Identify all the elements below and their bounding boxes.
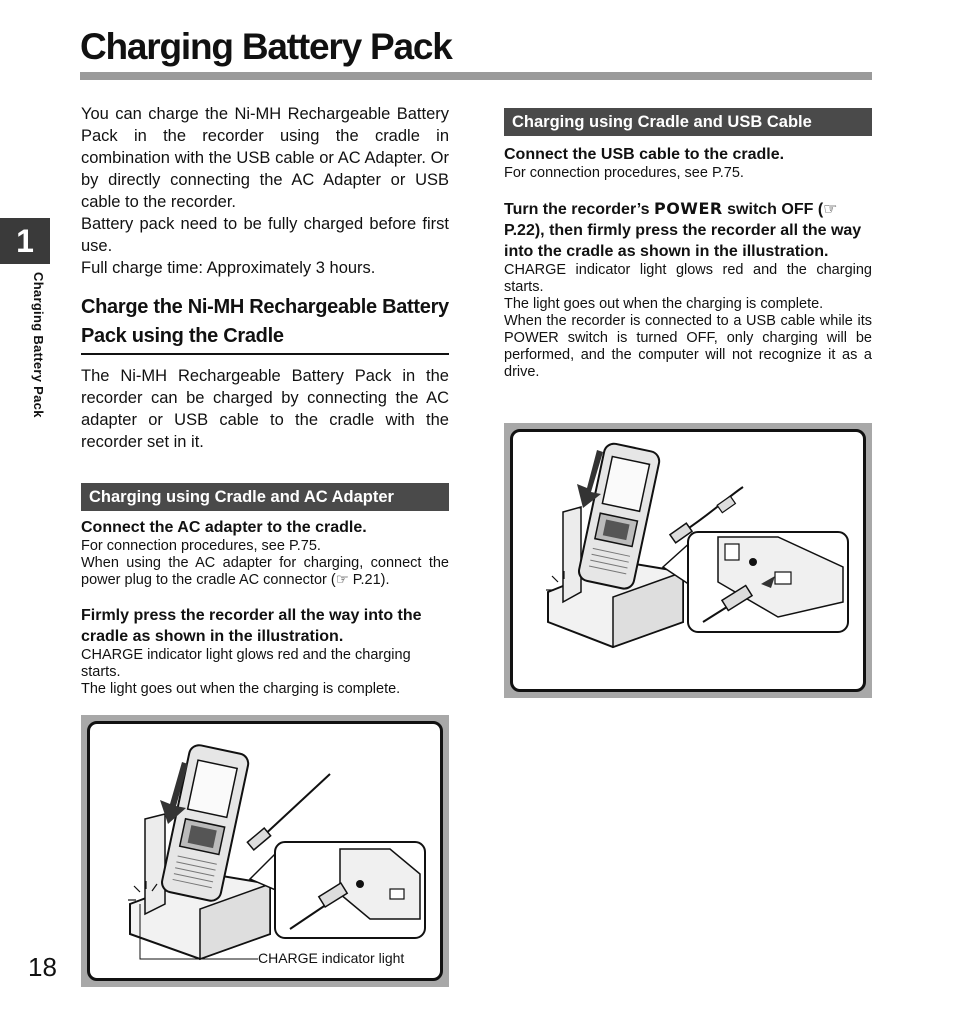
ac-step2-note: CHARGE indicator light glows red and the charging starts. — [81, 647, 411, 680]
title-rule — [80, 72, 872, 80]
ac-step2-heading: Firmly press the recorder all the way into the cradle as shown in the illustration. — [81, 607, 422, 645]
ac-steps — [81, 517, 449, 698]
usb-step2-heading-post: switch OFF (☞ P.22), then firmly press the recorder all the way into the cradle as shown in the illustration. — [504, 201, 862, 260]
ac-figure-frame — [87, 721, 443, 981]
usb-step1-heading: Connect the USB cable to the cradle. — [504, 146, 785, 163]
intro-paragraph: You can charge the Ni-MH Rechargeable Battery Pack in the recorder using the cradle in combination with the USB cable or AC Adapter. Or by directly connecting the AC Adapter or USB cable to the recorder. — [81, 105, 449, 211]
section-body — [81, 365, 449, 453]
usb-figure-frame — [510, 429, 866, 692]
page-title: Charging Battery Pack — [80, 26, 452, 67]
section-paragraph: The Ni-MH Rechargeable Battery Pack in the recorder can be charged by connecting the AC adapter or USB cable to the cradle with the recorder set in it. — [81, 367, 449, 451]
intro-charge-time: Full charge time: Approximately 3 hours. — [81, 259, 376, 277]
page-number: 18 — [28, 952, 57, 982]
section-heading: Charge the Ni-MH Rechargeable Battery Pack using the Cradle — [81, 293, 449, 355]
usb-steps — [504, 144, 872, 381]
ac-step1-heading: Connect the AC adapter to the cradle. — [81, 519, 367, 536]
ac-step1-note: For connection procedures, see P.75. — [81, 538, 321, 554]
intro-paragraph-2: Battery pack need to be fully charged before first use. — [81, 215, 449, 255]
ac-figure — [81, 715, 449, 987]
usb-step2-heading-pre: Turn the recorder’s — [504, 201, 654, 218]
power-label: POWER — [653, 199, 723, 218]
usb-step2-note: CHARGE indicator light glows red and the charging starts. — [504, 262, 872, 295]
charge-indicator-callout: CHARGE indicator light — [258, 950, 405, 966]
ac-cradle-illustration — [90, 724, 440, 978]
usb-step2-note-3: When the recorder is connected to a USB cable while its POWER switch is turned OFF, only charging will be performed, and the computer will not recognize it as a drive. — [504, 313, 872, 380]
cradle-back — [145, 814, 165, 914]
ac-step2-note-2: The light goes out when the charging is complete. — [81, 681, 401, 697]
usb-cradle-illustration — [513, 432, 863, 689]
usb-step2-note-2: The light goes out when the charging is complete. — [504, 296, 824, 312]
usb-step1-note: For connection procedures, see P.75. — [504, 165, 744, 181]
chapter-side-label: Charging Battery Pack — [31, 272, 46, 418]
chapter-tab: 1 — [0, 218, 50, 264]
cradle-back — [563, 507, 581, 602]
usb-step2-heading — [504, 198, 872, 262]
usb-figure — [504, 423, 872, 698]
usb-cable-band: Charging using Cradle and USB Cable — [504, 108, 872, 136]
ac-adapter-band: Charging using Cradle and AC Adapter — [81, 483, 449, 511]
ac-step1-note-2: When using the AC adapter for charging, connect the power plug to the cradle AC connector (☞ P.21). — [81, 555, 449, 588]
intro-text — [81, 103, 449, 279]
